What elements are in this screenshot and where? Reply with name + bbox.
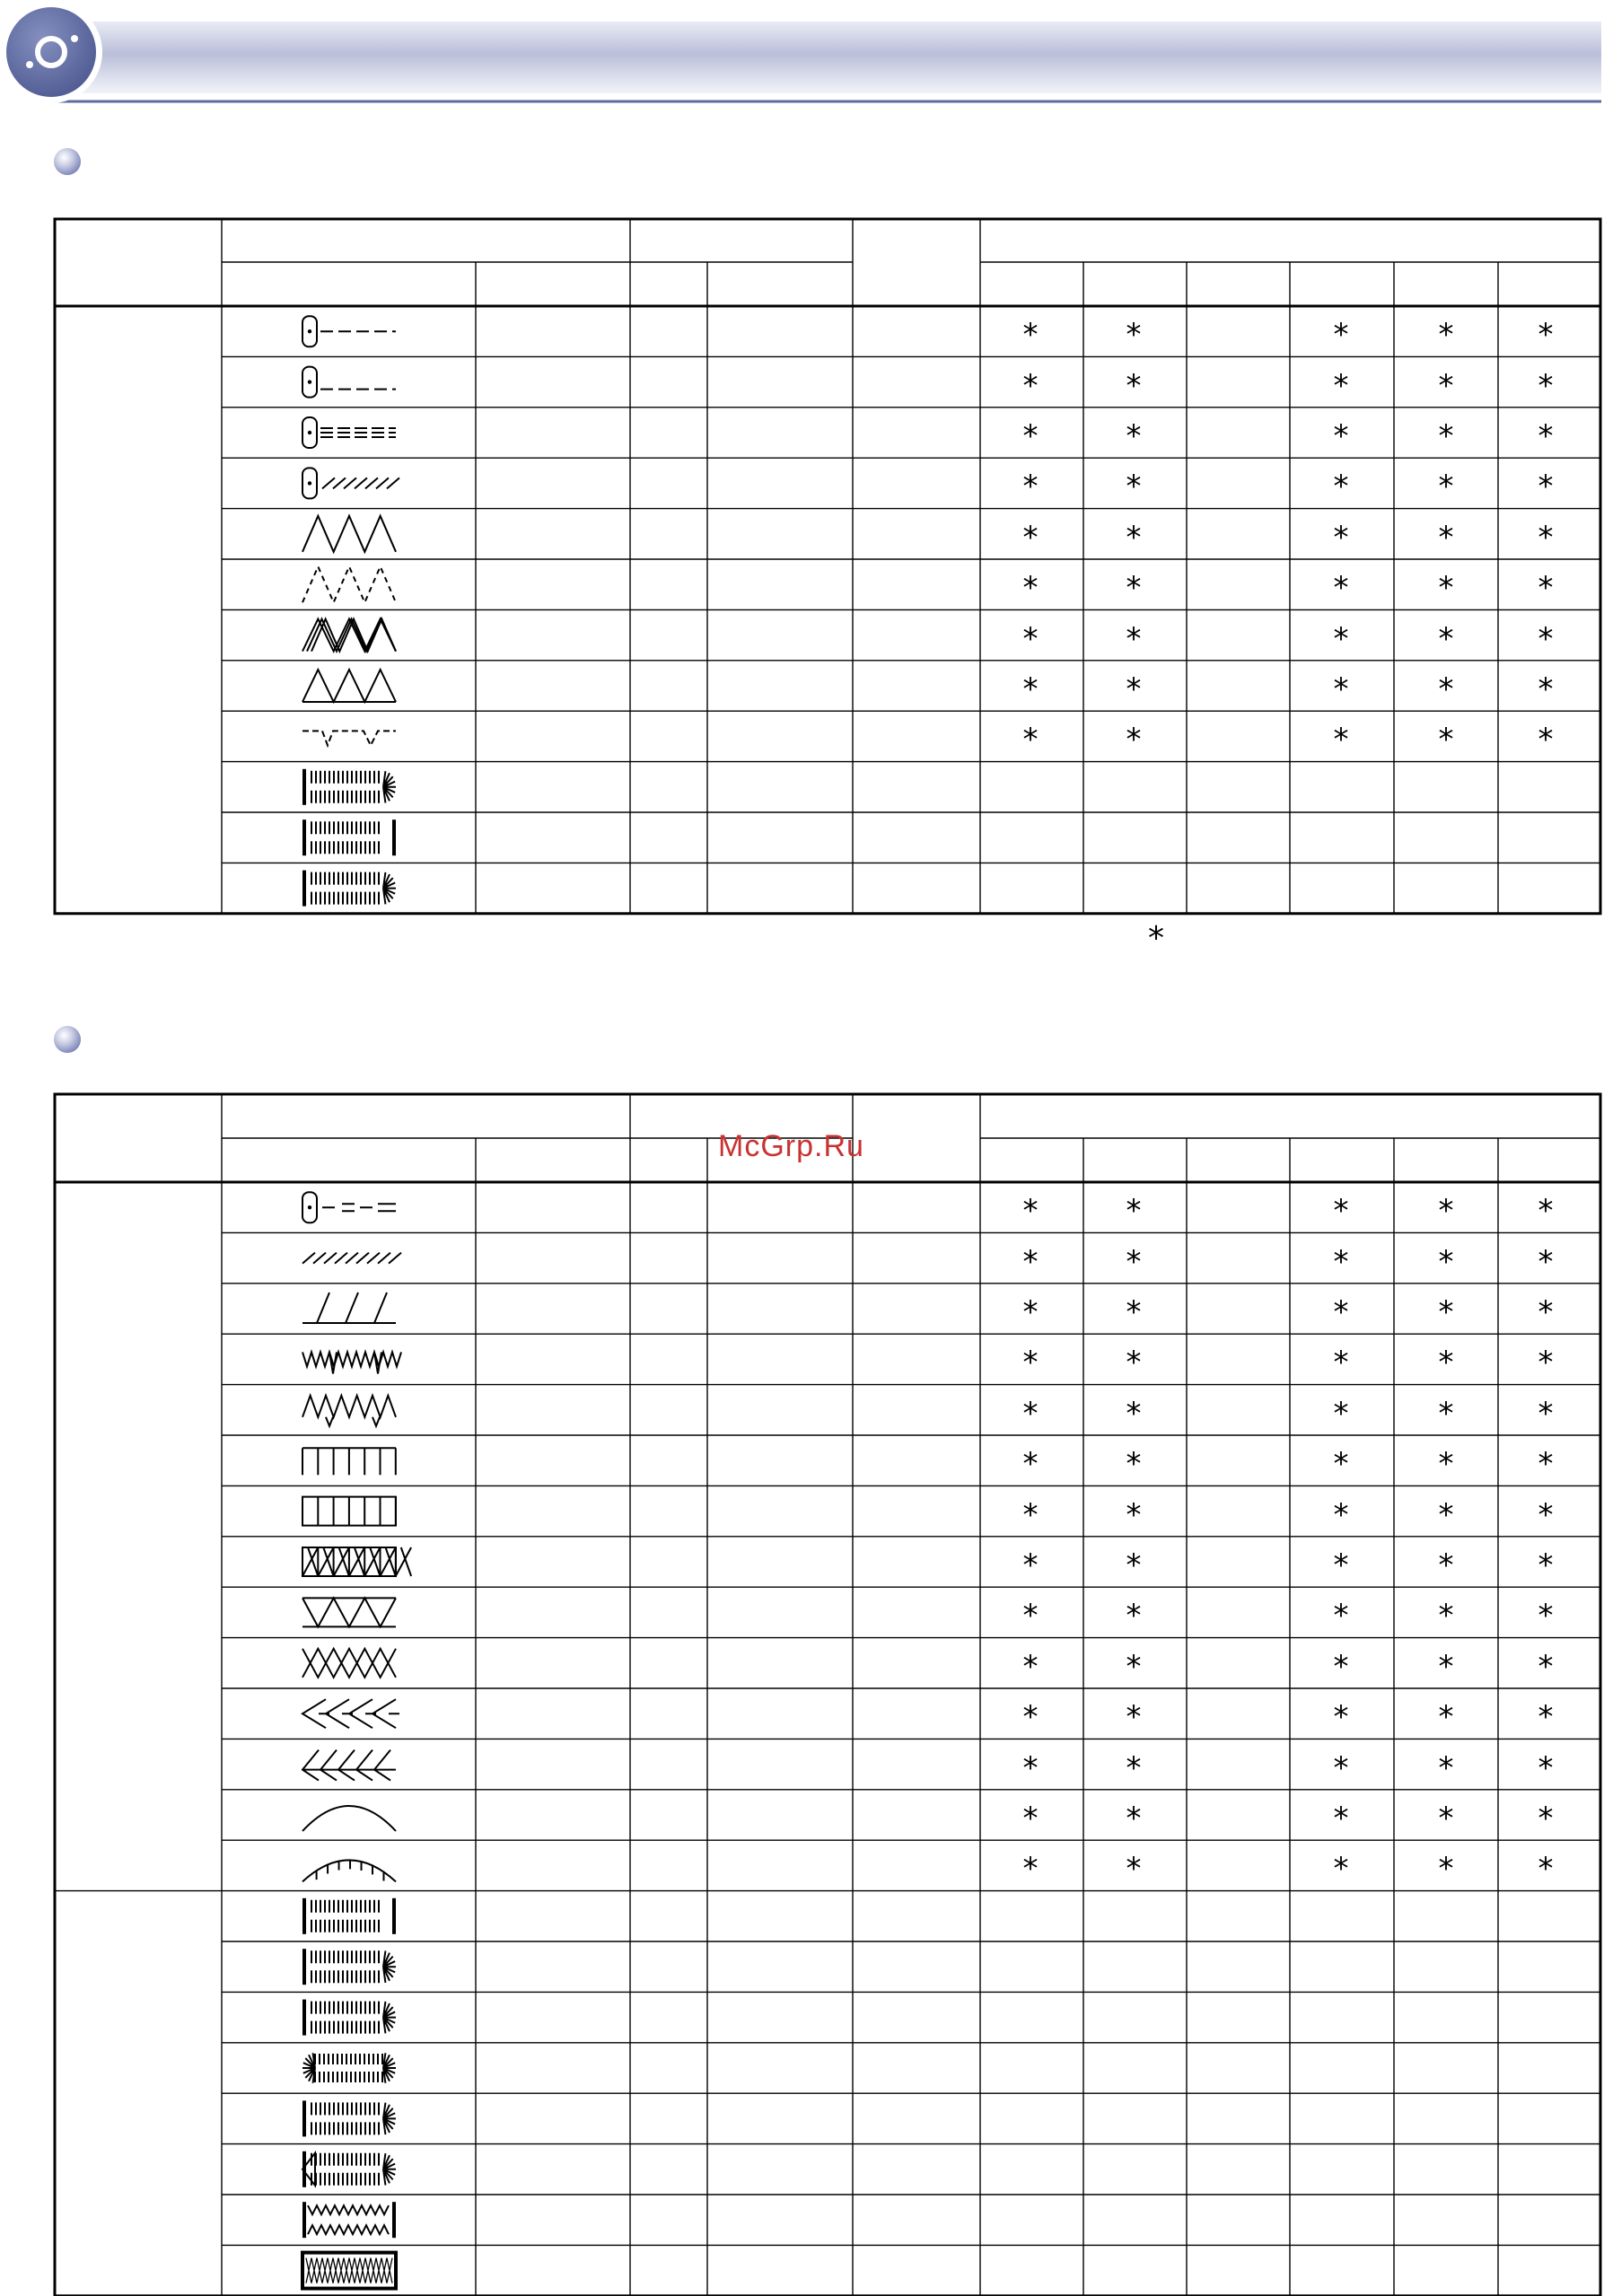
arc-stitch-icon [302, 1806, 396, 1831]
cell-asterisk: * [1022, 1193, 1039, 1230]
cell-asterisk: * [1538, 1749, 1554, 1786]
cell-asterisk: * [1538, 1243, 1554, 1280]
cell-asterisk: * [1538, 570, 1554, 607]
ladder-stitch-icon [302, 1497, 396, 1526]
cell-asterisk: * [1022, 722, 1039, 758]
cell-asterisk: * [1538, 1345, 1554, 1381]
cell-asterisk: * [1022, 418, 1039, 454]
stem-stitch-icon [302, 1253, 401, 1264]
cell-asterisk: * [1333, 620, 1349, 657]
slant-stitch-icon [302, 1293, 396, 1323]
cell-asterisk: * [1126, 469, 1142, 505]
cell-asterisk: * [1333, 1851, 1349, 1888]
cell-asterisk: * [1022, 1395, 1039, 1432]
cell-asterisk: * [1333, 1446, 1349, 1483]
cell-asterisk: * [1126, 1345, 1142, 1381]
buttonhole-round-dense-icon [302, 2000, 396, 2036]
arc-tick-stitch-icon [302, 1860, 396, 1881]
cell-asterisk: * [1022, 1547, 1039, 1583]
cell-asterisk: * [1438, 1446, 1454, 1483]
cell-asterisk: * [1126, 1547, 1142, 1583]
cell-asterisk: * [1126, 317, 1142, 354]
buttonhole-square-bar-icon [302, 1898, 396, 1934]
cell-asterisk: * [1438, 418, 1454, 454]
cell-asterisk: * [1022, 1851, 1039, 1888]
cell-asterisk: * [1126, 1851, 1142, 1888]
cell-asterisk: * [1438, 469, 1454, 505]
cell-asterisk: * [1538, 418, 1554, 454]
cell-asterisk: * [1126, 1294, 1142, 1330]
buttonhole-round-end-icon [302, 1949, 396, 1985]
cell-asterisk: * [1438, 1699, 1454, 1736]
cell-asterisk: * [1126, 418, 1142, 454]
cell-asterisk: * [1022, 317, 1039, 354]
cell-asterisk: * [1126, 1801, 1142, 1836]
cell-asterisk: * [1022, 1749, 1039, 1786]
basting-stitch-icon [302, 1192, 396, 1222]
cell-asterisk: * [1022, 1294, 1039, 1330]
cell-asterisk: * [1538, 1294, 1554, 1330]
feather-stitch-icon [302, 1699, 399, 1728]
comb-stitch-icon [302, 1448, 396, 1475]
cell-asterisk: * [1333, 317, 1349, 354]
herringbone-stitch-icon [302, 1750, 396, 1781]
cell-asterisk: * [1438, 1294, 1454, 1330]
cell-asterisk: * [1538, 722, 1554, 758]
cell-asterisk: * [1438, 620, 1454, 657]
cell-asterisk: * [1126, 671, 1142, 707]
cell-asterisk: * [1022, 1345, 1039, 1381]
cell-asterisk: * [1126, 570, 1142, 607]
blanket-zigzag-stitch-icon [302, 1396, 396, 1426]
cell-asterisk: * [1538, 1446, 1554, 1483]
cell-asterisk: * [1333, 1648, 1349, 1685]
cell-asterisk: * [1438, 1801, 1454, 1836]
cell-asterisk: * [1438, 1547, 1454, 1583]
cell-asterisk: * [1438, 1851, 1454, 1888]
cell-asterisk: * [1333, 1496, 1349, 1533]
cell-asterisk: * [1126, 1648, 1142, 1685]
cell-asterisk: * [1022, 469, 1039, 505]
cell-asterisk: * [1438, 367, 1454, 404]
cell-asterisk: * [1538, 1648, 1554, 1685]
cell-asterisk: * [1022, 519, 1039, 556]
cell-asterisk: * [1438, 519, 1454, 556]
cell-asterisk: * [1438, 722, 1454, 758]
cell-asterisk: * [1126, 1243, 1142, 1280]
cell-asterisk: * [1022, 1598, 1039, 1634]
cell-asterisk: * [1022, 1801, 1039, 1836]
pointed-keyhole-buttonhole-icon [302, 2151, 396, 2187]
box-diagonal-stitch-icon [302, 1547, 411, 1576]
cell-asterisk: * [1333, 418, 1349, 454]
buttonhole-double-round-icon [302, 2053, 396, 2082]
triangle-overlock-stitch-icon [302, 1598, 396, 1626]
keyhole-buttonhole-icon [302, 2100, 396, 2136]
cell-asterisk: * [1438, 671, 1454, 707]
cell-asterisk: * [1126, 1749, 1142, 1786]
cell-asterisk: * [1538, 469, 1554, 505]
cell-asterisk: * [1126, 1193, 1142, 1230]
cell-asterisk: * [1022, 1496, 1039, 1533]
cell-asterisk: * [1022, 1699, 1039, 1736]
cell-asterisk: * [1538, 1395, 1554, 1432]
cell-asterisk: * [1538, 1496, 1554, 1533]
cell-asterisk: * [1126, 1446, 1142, 1483]
cell-asterisk: * [1333, 1699, 1349, 1736]
cell-asterisk: * [1438, 1749, 1454, 1786]
cell-asterisk: * [1438, 1395, 1454, 1432]
cell-asterisk: * [1333, 1801, 1349, 1836]
cell-asterisk: * [1438, 1598, 1454, 1634]
cell-asterisk: * [1438, 1648, 1454, 1685]
cell-asterisk: * [1538, 620, 1554, 657]
cell-asterisk: * [1333, 519, 1349, 556]
cell-asterisk: * [1438, 1193, 1454, 1230]
cell-asterisk: * [1333, 1243, 1349, 1280]
cross-fill-buttonhole-icon [302, 2253, 396, 2289]
cell-asterisk: * [1438, 1496, 1454, 1533]
cell-asterisk: * [1333, 469, 1349, 505]
cell-asterisk: * [1126, 367, 1142, 404]
cell-asterisk: * [1538, 671, 1554, 707]
cell-asterisk: * [1333, 1345, 1349, 1381]
cell-asterisk: * [1022, 1446, 1039, 1483]
cell-asterisk: * [1333, 1749, 1349, 1786]
cell-asterisk: * [1126, 1496, 1142, 1533]
cell-asterisk: * [1022, 570, 1039, 607]
cell-asterisk: * [1333, 722, 1349, 758]
cell-asterisk: * [1333, 367, 1349, 404]
cell-asterisk: * [1538, 317, 1554, 354]
cell-asterisk: * [1538, 1193, 1554, 1230]
cell-asterisk: * [1333, 1193, 1349, 1230]
cell-asterisk: * [1333, 671, 1349, 707]
cell-asterisk: * [1126, 620, 1142, 657]
cell-asterisk: * [1022, 671, 1039, 707]
cell-asterisk: * [1022, 367, 1039, 404]
cell-asterisk: * [1538, 519, 1554, 556]
cell-asterisk: * [1438, 570, 1454, 607]
cell-asterisk: * [1126, 519, 1142, 556]
cell-asterisk: * [1022, 620, 1039, 657]
cell-asterisk: * [1438, 317, 1454, 354]
zigzag-buttonhole-icon [302, 2202, 396, 2238]
cell-asterisk: * [1538, 1699, 1554, 1736]
cell-asterisk: * [1333, 1395, 1349, 1432]
cell-asterisk: * [1438, 1243, 1454, 1280]
cell-asterisk: * [1333, 1547, 1349, 1583]
cell-asterisk: * [1438, 1345, 1454, 1381]
table-grid [55, 1094, 1600, 2296]
cell-asterisk: * [1333, 570, 1349, 607]
footnote-asterisk: * [1148, 920, 1164, 957]
cell-asterisk: * [1538, 1547, 1554, 1583]
cell-asterisk: * [1126, 1598, 1142, 1634]
cross-diamond-stitch-icon [302, 1649, 396, 1678]
cell-asterisk: * [1538, 1598, 1554, 1634]
cell-asterisk: * [1538, 1851, 1554, 1888]
cell-asterisk: * [1126, 1699, 1142, 1736]
cell-asterisk: * [1538, 367, 1554, 404]
cell-asterisk: * [1333, 1294, 1349, 1330]
cell-asterisk: * [1022, 1243, 1039, 1280]
cell-asterisk: * [1126, 1395, 1142, 1432]
cell-asterisk: * [1333, 1598, 1349, 1634]
watermark: McGrp.Ru [718, 1129, 864, 1163]
shell-tuck-stitch-icon [302, 1352, 401, 1373]
cell-asterisk: * [1022, 1648, 1039, 1685]
cell-asterisk: * [1538, 1801, 1554, 1836]
cell-asterisk: * [1126, 722, 1142, 758]
